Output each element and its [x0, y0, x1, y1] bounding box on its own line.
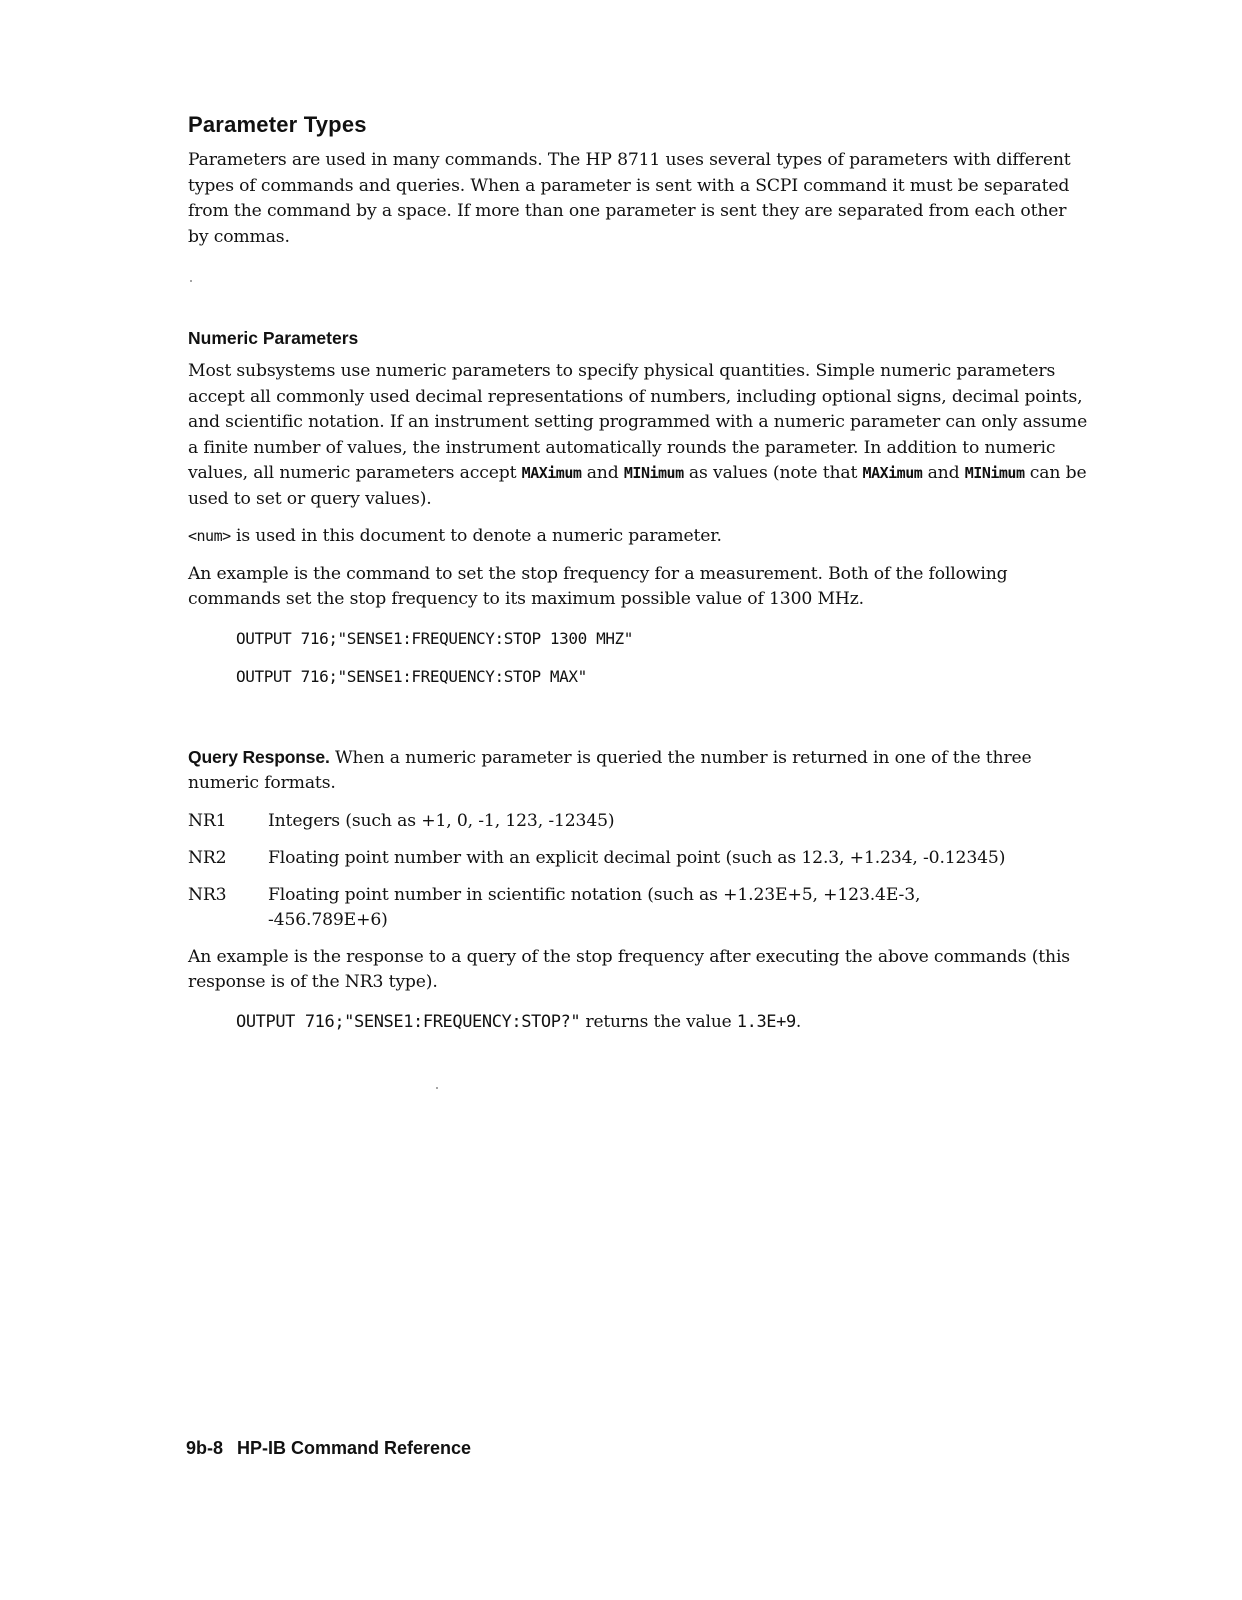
page-footer: [186, 1438, 471, 1459]
numeric-format-list: [188, 809, 1088, 933]
footer-title: HP-IB Command Reference: [237, 1438, 472, 1458]
as-values-text: as values (note that: [683, 463, 863, 483]
code-example-stop-max: OUTPUT 716;"SENSE1:FREQUENCY:STOP MAX": [236, 666, 587, 686]
query-code-command: OUTPUT 716;"SENSE1:FREQUENCY:STOP?": [236, 1011, 581, 1032]
scan-speck: [190, 280, 192, 282]
format-description: Floating point number in scientific notation (such as +1.23E+5, +123.4E-3, -456.789E+6): [268, 884, 921, 930]
stop-frequency-example-paragraph: An example is the command to set the stop frequency for a measurement. Both of the following commands set the stop frequency to its maximum possible value of 1300 MHz.: [188, 563, 1008, 609]
maximum-keyword-2: MAXimum: [862, 464, 923, 482]
numeric-description-text: Most subsystems use numeric parameters to specify physical quantities. Simple numeric parameters accept all commonly used decimal representations of numbers, including optional signs, decimal points, and scientific notation. If an instrument setting programmed with a numeric parameter can only assume a finite number of values, the instrument automatically rounds the parameter. In addition to numeric values, all numeric parameters accept: [188, 361, 1088, 483]
page-number: 9b-8: [186, 1438, 224, 1458]
numeric-description-paragraph: [188, 359, 1088, 512]
scan-speck: [436, 1087, 438, 1089]
num-token: <num>: [188, 527, 231, 545]
format-item-nr3: [188, 883, 1088, 933]
maximum-keyword: MAXimum: [521, 464, 582, 482]
query-response-text: When a numeric parameter is queried the number is returned in one of the three numeric formats.: [188, 747, 1032, 793]
set-query-text: can be used to set or query values).: [188, 463, 1087, 509]
query-response-paragraph: [188, 745, 1088, 797]
minimum-keyword: MINimum: [623, 464, 684, 482]
section-title: Parameter Types: [188, 112, 367, 137]
num-token-description: is used in this document to denote a numeric parameter.: [230, 526, 722, 546]
intro-paragraph: Parameters are used in many commands. The HP 8711 uses several types of parameters with different types of commands and queries. When a parameter is sent with a SCPI command it must be separated from the command by a space. If more than one parameter is sent they are separated from each other by commas.: [188, 150, 1071, 247]
query-response-label: Query Response.: [188, 746, 330, 767]
minimum-keyword-2: MINimum: [964, 464, 1025, 482]
query-code-example: [236, 1010, 1088, 1034]
query-code-returns-text: returns the value: [580, 1011, 737, 1032]
query-example-paragraph: An example is the response to a query of the stop frequency after executing the above commands (this response is of the NR3 type).: [188, 946, 1070, 992]
and-text: and: [581, 463, 624, 483]
query-code-value: 1.3E+9: [736, 1011, 796, 1032]
format-term: NR3: [188, 884, 227, 905]
numeric-parameters-heading: Numeric Parameters: [188, 328, 359, 348]
format-item-nr2: [188, 846, 1088, 871]
format-item-nr1: [188, 809, 1088, 834]
and-text-2: and: [922, 463, 965, 483]
format-description: Integers (such as +1, 0, -1, 123, -12345): [268, 810, 615, 831]
code-example-stop-1300: OUTPUT 716;"SENSE1:FREQUENCY:STOP 1300 MHZ": [236, 628, 634, 648]
query-code-period: .: [795, 1011, 801, 1032]
format-term: NR1: [188, 810, 227, 831]
num-token-paragraph: [188, 524, 1088, 550]
document-page: [188, 112, 1088, 1034]
format-term: NR2: [188, 847, 227, 868]
format-description: Floating point number with an explicit decimal point (such as 12.3, +1.234, -0.12345): [268, 847, 1006, 868]
